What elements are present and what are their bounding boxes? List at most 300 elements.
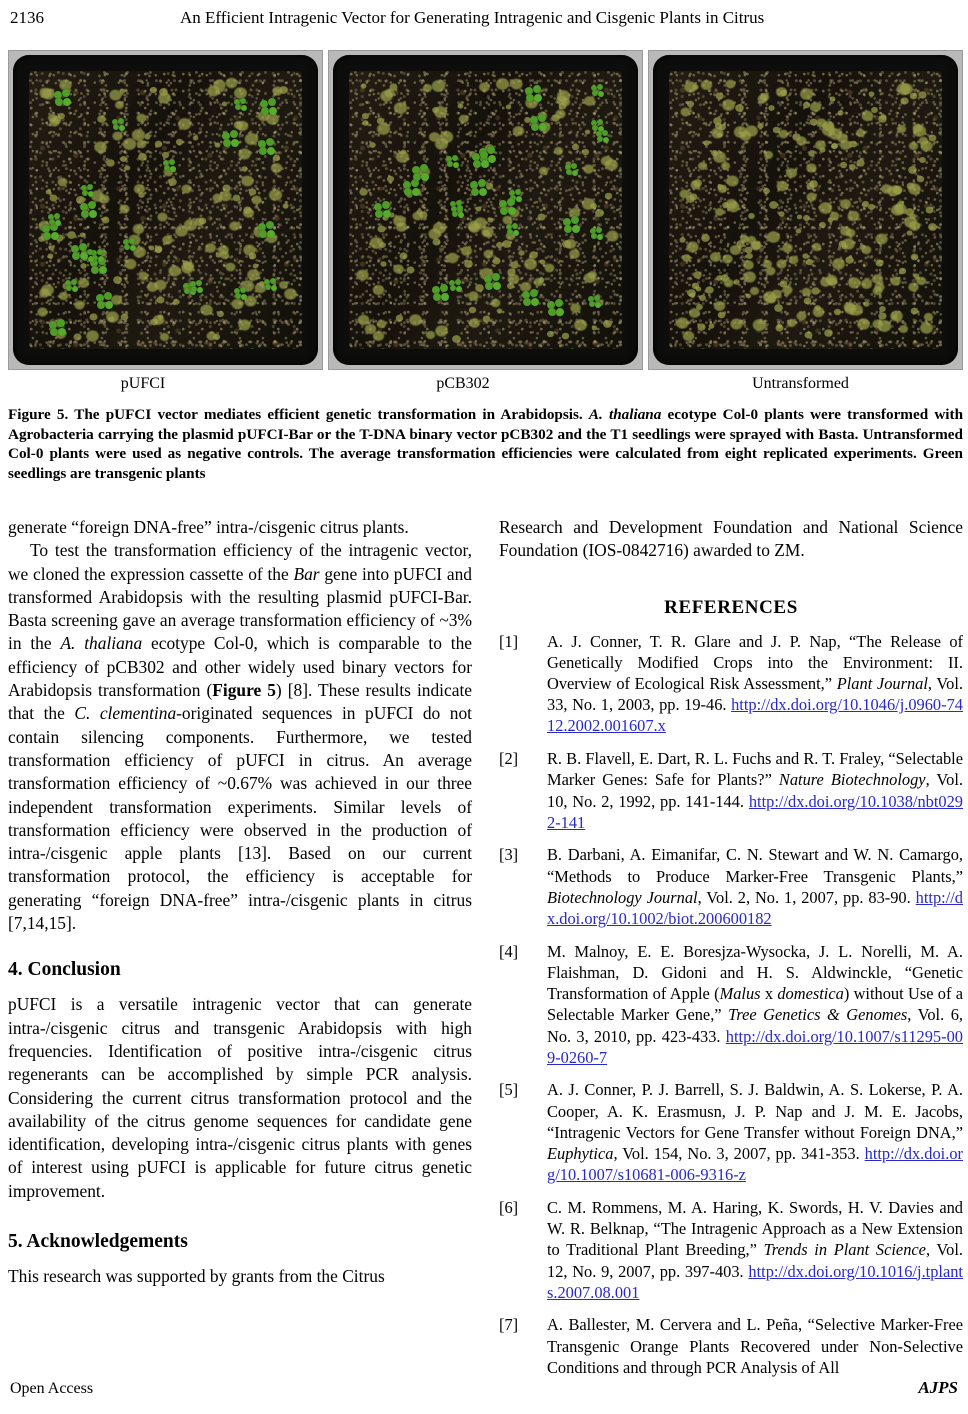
ref-journal: Plant Journal bbox=[836, 674, 928, 693]
dead-seedling bbox=[147, 282, 158, 292]
dead-seedling bbox=[777, 260, 787, 269]
dead-seedling bbox=[837, 134, 848, 144]
dead-seedling bbox=[917, 277, 927, 285]
dead-seedling bbox=[725, 80, 735, 89]
dead-seedling bbox=[433, 238, 441, 245]
reference-number: [5] bbox=[499, 1080, 519, 1100]
dead-seedling bbox=[155, 247, 162, 253]
dead-seedling bbox=[687, 101, 694, 107]
dead-seedling bbox=[490, 298, 500, 307]
dead-seedling bbox=[907, 230, 913, 235]
dead-seedling bbox=[279, 281, 288, 289]
dead-seedling bbox=[400, 253, 408, 260]
dead-seedling bbox=[159, 88, 168, 96]
dead-seedling bbox=[715, 93, 723, 100]
dead-seedling bbox=[584, 165, 595, 174]
dead-seedling bbox=[697, 323, 705, 330]
ref-seg1: M. Malnoy, E. E. Boresjza-Wysocka, J. L. Norelli, M. A. Flaishman, D. Gidoni and H. S. Aldwinckle, “Genetic Transformation of Apple ( bbox=[547, 941, 963, 1004]
dead-seedling bbox=[138, 153, 147, 161]
dead-seedling bbox=[710, 252, 721, 262]
dead-seedling bbox=[380, 262, 386, 268]
dead-seedling bbox=[124, 166, 130, 171]
green-seedling bbox=[264, 278, 277, 291]
dead-seedling bbox=[222, 101, 227, 106]
dead-seedling bbox=[539, 167, 548, 175]
reference-item bbox=[499, 1314, 963, 1378]
dead-seedling bbox=[387, 176, 394, 182]
dead-seedling bbox=[157, 212, 167, 221]
seed-tray bbox=[653, 55, 958, 365]
green-seedling bbox=[49, 319, 67, 337]
dead-seedling bbox=[271, 163, 282, 173]
dead-seedling bbox=[845, 256, 853, 263]
caption-body: ecotype Col-0 plants were transformed with Agrobacteria carrying the plasmid pUFCI-Bar or the T-DNA binary vector pCB302 and the T1 seedlings were sprayed with Basta. Untransformed Col-0 plants were used as negative controls. The average transformation efficiencies were calculated from eight replicated experiments. Green seedlings are transgenic plants bbox=[8, 406, 964, 482]
dead-seedling bbox=[893, 186, 902, 194]
dead-seedling bbox=[113, 276, 122, 284]
caption-lead: The pUFCI vector mediates efficient genetic transformation in Arabidopsis. bbox=[74, 406, 583, 423]
dead-seedling bbox=[562, 332, 569, 339]
dead-seedling bbox=[145, 134, 151, 139]
para2-seg5: -originated sequences in pUFCI do not contain silencing components. Furthermore, we tested transformation efficiency of pUFCI in citrus. An average transformation efficiency of ~0.67% was achieved in our three independent transformation experiments. Similar levels of transformation efficiency were observed in the production of intra-/cisgenic apple plants [13]. Based on our current transformation protocol, the efficiency is acceptable for generating “foreign DNA-free” intra-/cisgenic plants in citrus [7,14,15]. bbox=[8, 703, 472, 934]
reference-item bbox=[499, 748, 963, 833]
dead-seedling bbox=[230, 222, 241, 231]
dead-seedling bbox=[750, 287, 759, 295]
dead-seedling bbox=[787, 319, 796, 327]
dead-seedling bbox=[811, 287, 819, 294]
ref-journal: Euphytica bbox=[547, 1144, 614, 1164]
dead-seedling bbox=[396, 222, 407, 232]
dead-seedling bbox=[160, 333, 169, 341]
dead-seedling bbox=[435, 138, 448, 150]
dead-seedling bbox=[845, 228, 855, 237]
dead-seedling bbox=[753, 319, 766, 331]
para2-italic-athaliana: A. thaliana bbox=[60, 633, 143, 654]
dead-seedling bbox=[483, 229, 490, 235]
dead-seedling bbox=[929, 135, 937, 142]
figure-panel-pufci bbox=[8, 50, 323, 370]
ref-seg2: , Vol. 154, No. 3, 2007, pp. 341-353. bbox=[613, 1144, 860, 1164]
green-seedling bbox=[80, 201, 98, 219]
dead-seedling bbox=[806, 259, 813, 265]
dead-seedling bbox=[583, 96, 594, 106]
dead-seedling bbox=[861, 279, 872, 289]
dead-seedling bbox=[213, 334, 220, 340]
dead-seedling bbox=[806, 163, 816, 172]
dead-seedling bbox=[153, 315, 164, 325]
left-column bbox=[8, 516, 472, 1390]
figure-panel-untransformed bbox=[648, 50, 963, 370]
dead-seedling bbox=[691, 283, 698, 290]
dead-seedling bbox=[807, 192, 817, 201]
para2-figure-ref: Figure 5 bbox=[212, 680, 276, 701]
dead-seedling bbox=[683, 254, 692, 262]
dead-seedling bbox=[58, 112, 65, 118]
dead-seedling bbox=[162, 152, 169, 158]
dead-seedling bbox=[806, 182, 814, 189]
dead-seedling bbox=[121, 314, 129, 321]
dead-seedling bbox=[232, 194, 240, 201]
reference-text bbox=[547, 631, 963, 737]
paragraph-acknowledgements: This research was supported by grants from the Citrus bbox=[8, 1266, 385, 1287]
dead-seedling bbox=[827, 278, 836, 286]
green-seedling bbox=[484, 273, 502, 291]
dead-seedling bbox=[904, 216, 917, 227]
dead-seedling bbox=[748, 213, 755, 219]
dead-seedling bbox=[119, 204, 129, 213]
ref-seg1: A. J. Conner, P. J. Barrell, S. J. Baldwin, A. S. Lokerse, P. A. Cooper, A. K. Erasmusn, J. P. Nap and J. M. E. Jacobs, “Intragenic Vectors for Gene Transfer without Foreign DNA,” bbox=[547, 1080, 963, 1142]
dead-seedling bbox=[856, 129, 865, 137]
dead-seedling bbox=[724, 278, 734, 287]
dead-seedling bbox=[134, 184, 145, 194]
green-seedling bbox=[472, 151, 490, 169]
dead-seedling bbox=[727, 175, 739, 186]
dead-seedling bbox=[796, 215, 801, 220]
dead-seedling bbox=[605, 159, 618, 170]
dead-seedling bbox=[505, 104, 510, 109]
green-seedling bbox=[374, 201, 392, 219]
dead-seedling bbox=[842, 244, 847, 249]
dead-seedling bbox=[861, 111, 873, 121]
dead-seedling bbox=[849, 164, 856, 170]
ref-seg2: , Vol. 33, No. 1, 2003, pp. 19-46. bbox=[547, 674, 963, 715]
dead-seedling bbox=[776, 181, 788, 191]
green-seedling bbox=[432, 284, 450, 302]
dead-seedling bbox=[554, 147, 563, 155]
dead-seedling bbox=[205, 243, 216, 253]
figure-caption bbox=[8, 405, 963, 483]
dead-seedling bbox=[850, 304, 863, 315]
dead-seedling bbox=[857, 159, 865, 166]
dead-seedling bbox=[571, 303, 582, 312]
ref-seg1: R. B. Flavell, E. Dart, R. L. Fuchs and R. T. Fraley, “Selectable Marker Genes: Safe for Plants?” bbox=[547, 749, 963, 790]
dead-seedling bbox=[708, 323, 714, 328]
panel-label-pcb302: pCB302 bbox=[436, 375, 490, 392]
caption-species: A. thaliana bbox=[588, 406, 662, 423]
dead-seedling bbox=[362, 120, 368, 126]
dead-seedling bbox=[687, 241, 699, 252]
ref-journal: Nature Biotechnology bbox=[778, 770, 926, 790]
reference-item bbox=[499, 844, 963, 929]
ref-seg1: A. J. Conner, T. R. Glare and J. P. Nap, “The Release of Genetically Modified Crops into the Environment: II. Overview of Ecological Risk Assessment,” bbox=[547, 631, 963, 693]
dead-seedling bbox=[735, 104, 744, 112]
dead-seedling bbox=[423, 84, 432, 92]
dead-seedling bbox=[452, 335, 461, 343]
dead-seedling bbox=[797, 311, 807, 320]
paragraph-transformation-efficiency bbox=[8, 539, 472, 935]
dead-seedling bbox=[831, 143, 837, 149]
reference-number: [1] bbox=[499, 631, 519, 651]
figure-panels bbox=[8, 50, 963, 370]
dead-seedling bbox=[680, 108, 690, 117]
dead-seedling bbox=[869, 91, 875, 96]
dead-seedling bbox=[194, 217, 203, 225]
dead-seedling bbox=[78, 278, 89, 288]
dead-seedling bbox=[763, 188, 770, 194]
dead-seedling bbox=[703, 140, 709, 145]
dead-seedling bbox=[238, 148, 250, 159]
dead-seedling bbox=[507, 283, 514, 289]
ref-seg1b: ) without Use of a Selectable Marker Gene,” bbox=[547, 984, 964, 1025]
dead-seedling bbox=[812, 243, 821, 251]
footer-journal-abbrev: AJPS bbox=[918, 1378, 958, 1397]
dead-seedling bbox=[606, 230, 618, 241]
dead-seedling bbox=[718, 312, 726, 319]
dead-seedling bbox=[469, 306, 476, 313]
soil-surface bbox=[669, 71, 942, 349]
para2-italic-bar: Bar bbox=[293, 563, 320, 584]
dead-seedling bbox=[803, 215, 810, 221]
dead-seedling bbox=[220, 251, 229, 259]
dead-seedling bbox=[90, 313, 98, 320]
dead-seedling bbox=[834, 309, 841, 315]
dead-seedling bbox=[908, 282, 918, 291]
green-seedling bbox=[258, 221, 276, 239]
dead-seedling bbox=[476, 206, 482, 211]
dead-seedling bbox=[168, 178, 177, 186]
dead-seedling bbox=[767, 232, 780, 244]
dead-seedling bbox=[595, 210, 604, 218]
dead-seedling bbox=[848, 277, 860, 288]
dead-seedling bbox=[357, 270, 369, 281]
dead-seedling bbox=[173, 299, 179, 305]
green-seedling bbox=[54, 89, 72, 107]
reference-doi-link[interactable]: http://dx.doi.org/10.1007/s11295-009-0260-7 bbox=[547, 1026, 963, 1067]
dead-seedling bbox=[156, 296, 164, 303]
dead-seedling bbox=[896, 83, 909, 95]
dead-seedling bbox=[890, 311, 903, 322]
figure-5 bbox=[8, 50, 963, 483]
dead-seedling bbox=[200, 305, 212, 316]
green-seedling bbox=[547, 299, 565, 317]
reference-doi-link[interactable]: http://dx.doi.org/10.1002/biot.200600182 bbox=[547, 887, 963, 929]
dead-seedling bbox=[465, 260, 474, 268]
para2-seg2: gene into pUFCI and transformed Arabidopsis with the resulting plasmid pUFCI-Bar. Basta screening gave an average transformation efficiency of ~3% in the bbox=[8, 563, 472, 654]
dead-seedling bbox=[150, 87, 157, 93]
green-seedling bbox=[71, 243, 89, 261]
dead-seedling bbox=[796, 136, 806, 145]
ref-seg2: , Vol. 12, No. 9, 2007, pp. 397-403. bbox=[547, 1240, 964, 1281]
green-seedling bbox=[530, 114, 548, 132]
dead-seedling bbox=[698, 162, 707, 170]
dead-seedling bbox=[924, 313, 933, 321]
dead-seedling bbox=[874, 282, 884, 291]
green-seedling bbox=[451, 205, 464, 218]
dead-seedling bbox=[393, 265, 403, 274]
reference-item bbox=[499, 1079, 963, 1185]
green-seedling bbox=[234, 287, 247, 300]
dead-seedling bbox=[917, 176, 924, 183]
dead-seedling bbox=[582, 149, 589, 155]
dead-seedling bbox=[50, 194, 58, 201]
dead-seedling bbox=[778, 212, 784, 217]
dead-seedling bbox=[776, 87, 787, 97]
reference-doi-link[interactable]: http://dx.doi.org/10.1038/nbt0292-141 bbox=[547, 791, 963, 832]
dead-seedling bbox=[214, 142, 220, 147]
green-seedling bbox=[48, 213, 61, 226]
dead-seedling bbox=[910, 93, 918, 100]
page-footer bbox=[10, 1378, 958, 1398]
green-seedling bbox=[525, 85, 543, 103]
dead-seedling bbox=[908, 166, 917, 174]
reference-text bbox=[547, 1197, 963, 1303]
running-title: An Efficient Intragenic Vector for Generating Intragenic and Cisgenic Plants in Citrus bbox=[180, 8, 765, 27]
dead-seedling bbox=[584, 273, 595, 283]
green-seedling bbox=[234, 98, 247, 111]
dead-seedling bbox=[840, 162, 847, 168]
dead-seedling bbox=[115, 101, 124, 109]
dead-seedling bbox=[102, 216, 110, 223]
dead-seedling bbox=[743, 260, 754, 269]
dead-seedling bbox=[701, 80, 712, 90]
dead-seedling bbox=[900, 97, 908, 104]
dead-seedling bbox=[48, 114, 57, 122]
paragraph-acknowledgements-continued: Research and Development Foundation and National Science Foundation (IOS-0842716) awarded to ZM. bbox=[499, 517, 963, 561]
dead-seedling bbox=[410, 315, 423, 326]
dead-seedling bbox=[162, 235, 172, 244]
dead-seedling bbox=[701, 234, 710, 242]
reference-doi-link[interactable]: http://dx.doi.org/10.1046/j.0960-7412.2002.001607.x bbox=[547, 695, 963, 736]
dead-seedling bbox=[457, 104, 463, 109]
dead-seedling bbox=[497, 308, 503, 313]
dead-seedling bbox=[759, 93, 768, 101]
dead-seedling bbox=[251, 195, 261, 204]
green-seedling bbox=[470, 179, 488, 197]
reference-number: [6] bbox=[499, 1197, 519, 1217]
dead-seedling bbox=[919, 92, 927, 99]
dead-seedling bbox=[176, 138, 183, 144]
dead-seedling bbox=[217, 311, 224, 317]
dead-seedling bbox=[369, 142, 376, 148]
dead-seedling bbox=[434, 106, 447, 118]
para2-seg4: ) [8]. These results indicate that the bbox=[8, 680, 473, 724]
dead-seedling bbox=[249, 253, 257, 260]
dead-seedling bbox=[545, 264, 555, 273]
green-seedling bbox=[499, 198, 517, 216]
dead-seedling bbox=[840, 199, 851, 209]
dead-seedling bbox=[680, 237, 686, 243]
dead-seedling bbox=[864, 302, 870, 307]
reference-text bbox=[547, 844, 963, 929]
dead-seedling bbox=[183, 261, 189, 266]
heading-conclusion: 4. Conclusion bbox=[8, 959, 121, 981]
dead-seedling bbox=[590, 203, 597, 209]
dead-seedling bbox=[911, 253, 919, 260]
dead-seedling bbox=[928, 223, 937, 231]
dead-seedling bbox=[67, 232, 76, 240]
dead-seedling bbox=[225, 262, 235, 271]
green-seedling bbox=[506, 223, 519, 236]
dead-seedling bbox=[502, 240, 511, 248]
reference-doi-link[interactable]: http://dx.doi.org/10.1007/s10681-006-9316-z bbox=[547, 1144, 963, 1185]
green-seedling bbox=[190, 280, 203, 293]
dead-seedling bbox=[879, 312, 887, 319]
dead-seedling bbox=[712, 128, 724, 139]
dead-seedling bbox=[565, 239, 576, 249]
reference-number: [7] bbox=[499, 1315, 519, 1335]
dead-seedling bbox=[39, 288, 50, 298]
dead-seedling bbox=[824, 329, 833, 337]
dead-seedling bbox=[239, 320, 251, 331]
dead-seedling bbox=[569, 250, 580, 260]
dead-seedling bbox=[722, 202, 729, 208]
figure-panel-pcb302 bbox=[328, 50, 643, 370]
dead-seedling bbox=[819, 147, 825, 152]
dead-seedling bbox=[123, 138, 136, 150]
dead-seedling bbox=[269, 189, 282, 201]
dead-seedling bbox=[406, 266, 414, 273]
dead-seedling bbox=[559, 103, 567, 110]
dead-seedling bbox=[226, 78, 238, 89]
dead-seedling bbox=[800, 88, 813, 100]
dead-seedling bbox=[908, 142, 917, 150]
figure-panel-labels bbox=[8, 374, 963, 398]
dead-seedling bbox=[362, 113, 369, 119]
dead-seedling bbox=[774, 304, 783, 312]
reference-number: [2] bbox=[499, 749, 519, 769]
dead-seedling bbox=[730, 245, 741, 255]
paragraph-continued: generate “foreign DNA-free” intra-/cisgenic citrus plants. bbox=[8, 517, 409, 537]
reference-text bbox=[547, 941, 963, 1068]
dead-seedling bbox=[925, 207, 933, 214]
dead-seedling bbox=[722, 100, 735, 112]
dead-seedling bbox=[136, 114, 146, 123]
dead-seedling bbox=[80, 263, 86, 269]
dead-seedling bbox=[862, 245, 872, 253]
dead-seedling bbox=[416, 209, 422, 215]
dead-seedling bbox=[556, 90, 569, 102]
ref-mid-plain: x bbox=[760, 984, 778, 1004]
ref-seg2: , Vol. 10, No. 2, 1992, pp. 141-144. bbox=[547, 770, 963, 811]
dead-seedling bbox=[482, 315, 490, 322]
ref-seg1: C. M. Rommens, M. A. Haring, K. Swords, H. V. Davies and W. R. Belknap, “The Intragenic Approach as a New Extension to Traditional Plant Breeding,” bbox=[547, 1197, 963, 1260]
dead-seedling bbox=[253, 263, 259, 268]
dead-seedling bbox=[918, 137, 928, 145]
green-seedling bbox=[446, 155, 459, 168]
reference-doi-link[interactable]: http://dx.doi.org/10.1016/j.tplants.2007.08.001 bbox=[547, 1261, 963, 1302]
dead-seedling bbox=[181, 185, 191, 194]
dead-seedling bbox=[138, 271, 148, 279]
dead-seedling bbox=[73, 334, 81, 341]
dead-seedling bbox=[47, 253, 53, 258]
dead-seedling bbox=[765, 266, 775, 275]
green-seedling bbox=[591, 84, 604, 97]
soil-surface bbox=[349, 71, 622, 349]
dead-seedling bbox=[699, 295, 706, 301]
reference-text: A. Ballester, M. Cervera and L. Peña, “Selective Marker-Free Transgenic Orange Plants Recovered under Non-Selective Conditions and through PCR Analysis of All bbox=[547, 1315, 963, 1377]
dead-seedling bbox=[373, 285, 384, 295]
dead-seedling bbox=[241, 176, 253, 187]
dead-seedling bbox=[370, 237, 383, 249]
dead-seedling bbox=[155, 141, 163, 148]
dead-seedling bbox=[897, 125, 906, 133]
green-seedling bbox=[565, 163, 578, 176]
dead-seedling bbox=[830, 96, 836, 101]
dead-seedling bbox=[746, 253, 753, 259]
dead-seedling bbox=[810, 102, 821, 112]
dead-seedling bbox=[730, 318, 742, 329]
dead-seedling bbox=[431, 80, 444, 92]
dead-seedling bbox=[360, 83, 366, 88]
dead-seedling bbox=[715, 208, 724, 216]
para2-seg3: ecotype Col-0, which is comparable to the efficiency of pCB302 and other widely used binary vectors for Arabidopsis transformation ( bbox=[8, 633, 472, 701]
dead-seedling bbox=[37, 307, 47, 316]
dead-seedling bbox=[231, 299, 243, 310]
ref-seg2: , Vol. 6, No. 3, 2010, pp. 423-433. bbox=[547, 1005, 963, 1046]
dead-seedling bbox=[385, 89, 395, 98]
heading-references: REFERENCES bbox=[664, 596, 798, 618]
dead-seedling bbox=[282, 204, 288, 209]
dead-seedling bbox=[537, 213, 545, 220]
